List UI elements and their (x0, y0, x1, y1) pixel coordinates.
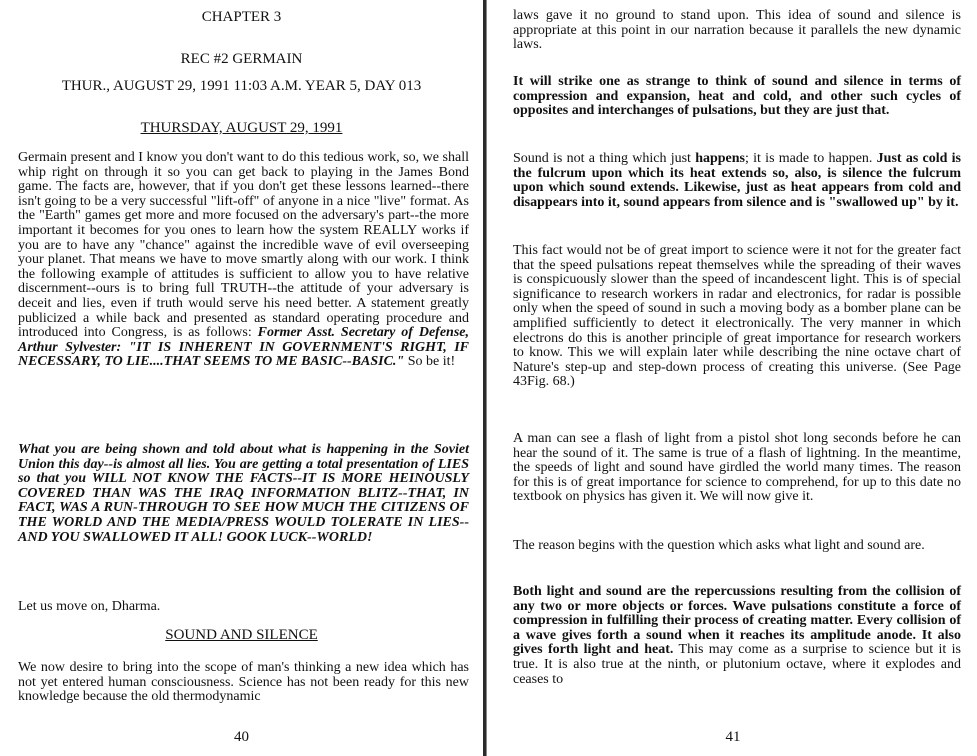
paragraph-1 (18, 151, 469, 370)
right-paragraph-2-text: It will strike one as strange to think of sound and silence in terms of compression and expansion, heat and cold, and other such cycles of opposites and interchanges of pulsations, but they are just that. (513, 74, 961, 119)
right-paragraph-1-text: laws gave it no ground to stand upon. This idea of sound and silence is appropriate at this point in our narration because it parallels the new dynamic laws. (513, 8, 961, 53)
dateline: THUR., AUGUST 29, 1991 11:03 A.M. YEAR 5, DAY 013 (61, 78, 422, 94)
right-paragraph-3-d: Just as cold is the fulcrum upon which its heat extends so, also, is silence the fulcrum upon which sound extends. Likewise, just as heat appears from cold and disappears into it, sound appears from silence and is "swallowed up" by it. (513, 151, 961, 210)
right-paragraph-4 (513, 244, 961, 390)
right-page (489, 0, 977, 756)
section-heading: SOUND AND SILENCE (165, 627, 318, 643)
paragraph-3-text: Let us move on, Dharma. (18, 599, 161, 614)
right-paragraph-3 (513, 152, 961, 210)
paragraph-2-text: What you are being shown and told about what is happening in the Soviet Union this day--is almost all lies. You are getting a total presentation of LIES so that you WILL NOT KNOW THE FACTS--IT IS MORE HEINOUSLY COVERED THAN WAS THE IRAQ INFORMATION BLITZ--THAT, IN FACT, WAS A RUN-THROUGH TO SEE HOW MUCH THE CITIZENS OF THE WORLD AND THE MEDIA/PRESS WOULD TOLERATE IN LIES--AND YOU SWALLOWED IT ALL! GOOK LUCK--WORLD! (18, 442, 469, 545)
right-paragraph-7 (513, 585, 961, 687)
rec-line: REC #2 GERMAIN (180, 51, 303, 67)
date-heading: THURSDAY, AUGUST 29, 1991 (140, 120, 343, 136)
right-paragraph-1 (513, 9, 961, 53)
sylvester-quote: Former Asst. Secretary of Defense, Arthur Sylvester: "IT IS INHERENT IN GOVERNMENT'S RIGHT, IF NECESSARY, TO LIE....THAT SEEMS TO ME BASIC--BASIC." (18, 325, 469, 370)
paragraph-1-text: Germain present and I know you don't want to do this tedious work, so, we shall whip right on through it so you can get back to playing in the James Bond game. The facts are, however, that if you don't get these lessons learned--there isn't going to be a very successful "lift-off" of anyone in a nice "live" format. As the "Earth" games get more and more focused on the adversary's part--the more important it becomes for you ones to learn how the system REALLY works if you are to have any "chance" against the incredible wave of evil overseeping your planet. That means we have to move smartly along with our work. I think the following example of attitudes is sufficient to allow you to have relative discernment--ours is to bring full TRUTH--the attitude of your adversary is deceit and lies, even if truth would serve his need better. A statement greatly publicized a while back and presented as standard operating procedure and introduced into Congress, is as follows: (18, 150, 469, 341)
page-number-right: 41 (725, 729, 741, 745)
paragraph-2 (18, 443, 469, 545)
paragraph-4 (18, 661, 469, 705)
right-paragraph-7-rest: This may come as a surprise to science but it is true. It is also true at the ninth, or plutonium octave, where it explodes and ceases to (513, 642, 961, 687)
right-paragraph-4-text: This fact would not be of great import to science were it not for the greater fact that the speed pulsations repeat themselves while the spreading of their waves is conspicuously slower than the speed of incandescent light. This is of special significance to research workers in radar and electronics, for radar is possible only when the speed of sound in such a moving body as a bomber plane can be amplified sufficiently to detect it electronically. The very manner in which electrons do this is another principle of great importance for research workers to know. This we will explain later while describing the nine octave chart of Nature's step-up and step-down process of creating this universe. (See Page 43Fig. 68.) (513, 243, 961, 390)
right-paragraph-6 (513, 539, 961, 554)
book-spine-shadow (486, 0, 487, 756)
right-paragraph-3-b: happens (695, 151, 746, 166)
page-number-left: 40 (234, 729, 249, 745)
right-paragraph-6-text: The reason begins with the question which asks what light and sound are. (513, 538, 925, 553)
right-paragraph-2 (513, 75, 961, 119)
chapter-title: CHAPTER 3 (201, 9, 282, 25)
paragraph-4-text: We now desire to bring into the scope of man's thinking a new idea which has not yet entered human consciousness. Science has not been ready for this new knowledge because the old thermodynamic (18, 660, 469, 705)
right-paragraph-7-bold: Both light and sound are the repercussions resulting from the collision of any two or more objects or forces. Wave pulsations constitute a force of compression in fulfilling their process of creating matter. Every collision of a wave gives forth a sound when it reaches its amplitude anode. It also gives forth light and heat. (513, 584, 961, 658)
right-paragraph-5 (513, 432, 961, 505)
paragraph-3 (18, 600, 469, 615)
right-paragraph-3-c: ; it is made to happen. (745, 151, 877, 166)
right-paragraph-3-a: Sound is not a thing which just (513, 151, 696, 166)
paragraph-1-end: So be it! (404, 354, 456, 370)
right-paragraph-5-text: A man can see a flash of light from a pistol shot long seconds before he can hear the sound of it. The same is true of a flash of lightning. In the meantime, the speeds of light and sound have girdled the world many times. The reason for this is of great importance for science to comprehend, for up to this date no textbook on physics has given it. We will now give it. (513, 431, 961, 505)
left-page (0, 0, 483, 756)
